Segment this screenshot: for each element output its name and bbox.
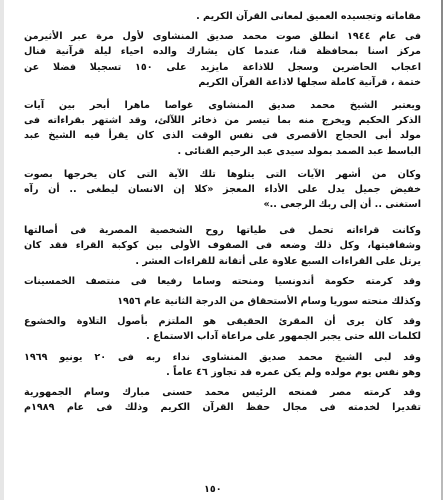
paragraph-egypt-honor <box>24 385 421 415</box>
text-line: وقد لبى الشيخ محمد صديق المنشاوى نداء ربه فى ٢٠ يونيو ١٩٦٩ <box>24 351 421 363</box>
paragraph-true-reciter <box>24 314 421 344</box>
paragraph-diver <box>24 98 421 159</box>
text-line: وقد كرمته مصر فمنحه الرئيس محمد حسنى مبارك وسام الجمهورية <box>24 386 421 398</box>
text-line: وهو نفس يوم مولده ولم يكن عمره قد تجاوز ٤٦ عاماً . <box>166 366 421 378</box>
text-line: وقد كرمته حكومة أندونسيا ومنحته وساما رفيعا فى منتصف الخمسينات <box>24 275 421 287</box>
scan-edge-right <box>441 0 443 500</box>
paragraph-famous-verses <box>24 167 421 213</box>
paragraph-1944-broadcast <box>24 29 421 90</box>
text-line: فى عام ١٩٤٤ انطلق صوت محمد صديق المنشاوى لأول مرة عبر الأثيرمن <box>24 31 421 43</box>
text-line: وقد كان يرى أن المقرئ الحقيقى هو الملتزم بأصول التلاوة والخشوع <box>24 316 421 328</box>
text-line: مولد أبى الحجاج الأقصرى فى نفس الوقت الذى كان يقرأ فيه الشيخ عبد <box>24 130 421 142</box>
text-line: تقديرا لخدمته فى مجال حفظ القرآن الكريم وذلك فى عام ١٩٨٩م <box>24 402 421 414</box>
text-line: لكلمات الله حتى يجبر الجمهور على مراعاة آداب الاستماع . <box>146 331 421 343</box>
paragraph-intro-end <box>24 9 421 24</box>
text-line: مقاماته وتجسيده العميق لمعانى القرآن الكريم . <box>196 11 421 22</box>
text-line: اعجاب الحاضرين وسجل للاذاعة مايزيد على ١٥٠ تسجيلا فضلا عن <box>24 61 421 73</box>
text-line: وكذلك منحته سوريا وسام الأستحقاق من الدرجة الثانية عام ١٩٥٦ <box>117 296 421 307</box>
paragraph-egyptian-spirit <box>24 223 421 269</box>
paragraph-death <box>24 350 421 380</box>
text-line: يرتل على القراءات السبع علاوة على أتقانة للقراءات العشر . <box>135 255 421 267</box>
text-line: وكانت قراءاته تحمل فى طياتها روح الشخصية المصرية فى أصالتها <box>24 225 421 237</box>
text-line: وكان من أشهر الآيات التى يتلوها تلك الآية التى كان يخرجها بصوت <box>24 168 421 180</box>
text-line: مركز اسنا بمحافظة قنا، عندما كان يشارك والده احياء ليلة قرآنية فنال <box>24 46 421 58</box>
text-line: ختمة ، قرآنية كاملة سجلها لاذاعة القرآن الكريم <box>198 76 421 88</box>
text-line: الذكر الحكيم ويخرج منه بما تيسر من ذخائر اللآلئ، وقد اشتهر بقراءاته فى <box>24 115 421 127</box>
text-line: وشفافيتها، وكل ذلك وضعه فى الصفوف الأولى بين كوكبة القراء فقد كان <box>24 240 421 252</box>
text-line: خفيض جميل يدل على الأداء المعجز «كلا إن الانسان ليطغى .. أن رآه <box>24 183 421 195</box>
text-line: ويعتبر الشيخ محمد صديق المنشاوى غواصا ماهرا أبحر بين آيات <box>24 99 421 111</box>
text-line: استغنى .. أن إلى ربك الرجعى ..» <box>263 199 421 211</box>
paragraph-syria-honor <box>24 294 421 309</box>
page-number: ١٥٠ <box>204 484 222 495</box>
paragraph-indonesia-honor <box>24 274 421 289</box>
scan-edge-left <box>0 0 4 500</box>
text-line: الباسط عبد الصمد بمولد سيدى عبد الرحيم القنائى . <box>177 145 421 157</box>
